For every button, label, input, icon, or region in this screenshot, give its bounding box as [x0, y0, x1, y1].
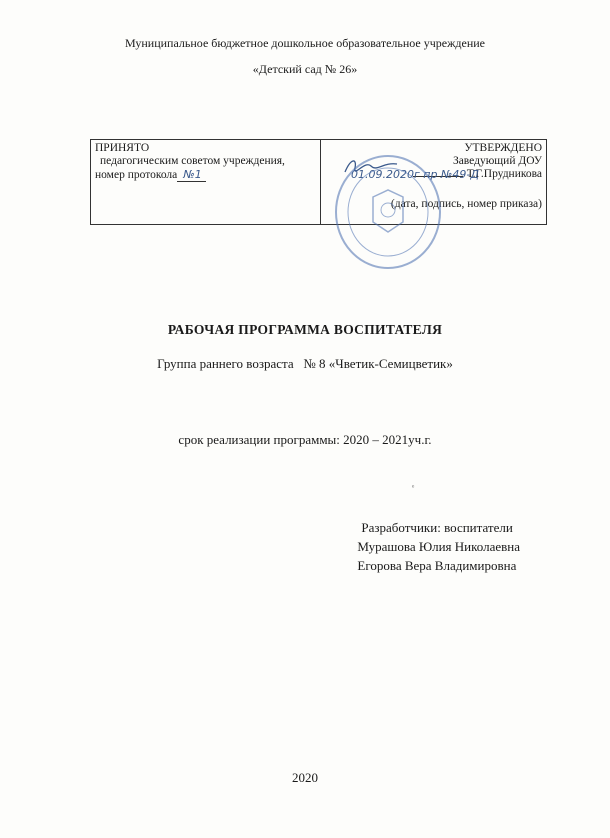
handwritten-date-order: 01.09.2020г пр №49-Д [351, 168, 479, 181]
group-name: Группа раннего возраста № 8 «Чветик-Семицветик» [157, 356, 453, 371]
document-year: 2020 [292, 770, 318, 785]
authors-block [357, 518, 520, 575]
scan-mark: ᵉ [412, 482, 415, 492]
protocol-line [95, 168, 285, 182]
organization-name: Муниципальное бюджетное дошкольное образовательное учреждение [125, 36, 485, 50]
official-seal-icon [333, 152, 443, 272]
document-title: РАБОЧАЯ ПРОГРАММА ВОСПИТАТЕЛЯ [167, 322, 443, 337]
approved-heading: УТВЕРЖДЕНО [464, 142, 542, 154]
approved-position: Заведующий ДОУ [452, 155, 542, 167]
approval-table [90, 139, 547, 225]
authors-label: Разработчики: воспитатели [361, 520, 513, 535]
accepted-block [95, 142, 285, 182]
protocol-number: №1 [177, 168, 205, 182]
approved-caption: (дата, подпись, номер приказа) [390, 198, 542, 210]
approved-name: Т.Г.Прудникова [466, 168, 542, 180]
table-divider [320, 140, 321, 224]
accepted-heading: ПРИНЯТО [95, 142, 150, 154]
program-term: срок реализации программы: 2020 – 2021уч.г. [178, 432, 432, 447]
protocol-label: номер протокола [95, 169, 178, 181]
accepted-council: педагогическим советом учреждения, [100, 155, 285, 167]
author-name: Егорова Вера Владимировна [357, 558, 517, 573]
author-name: Мурашова Юлия Николаевна [357, 539, 520, 554]
kindergarten-name: «Детский сад № 26» [252, 62, 358, 76]
